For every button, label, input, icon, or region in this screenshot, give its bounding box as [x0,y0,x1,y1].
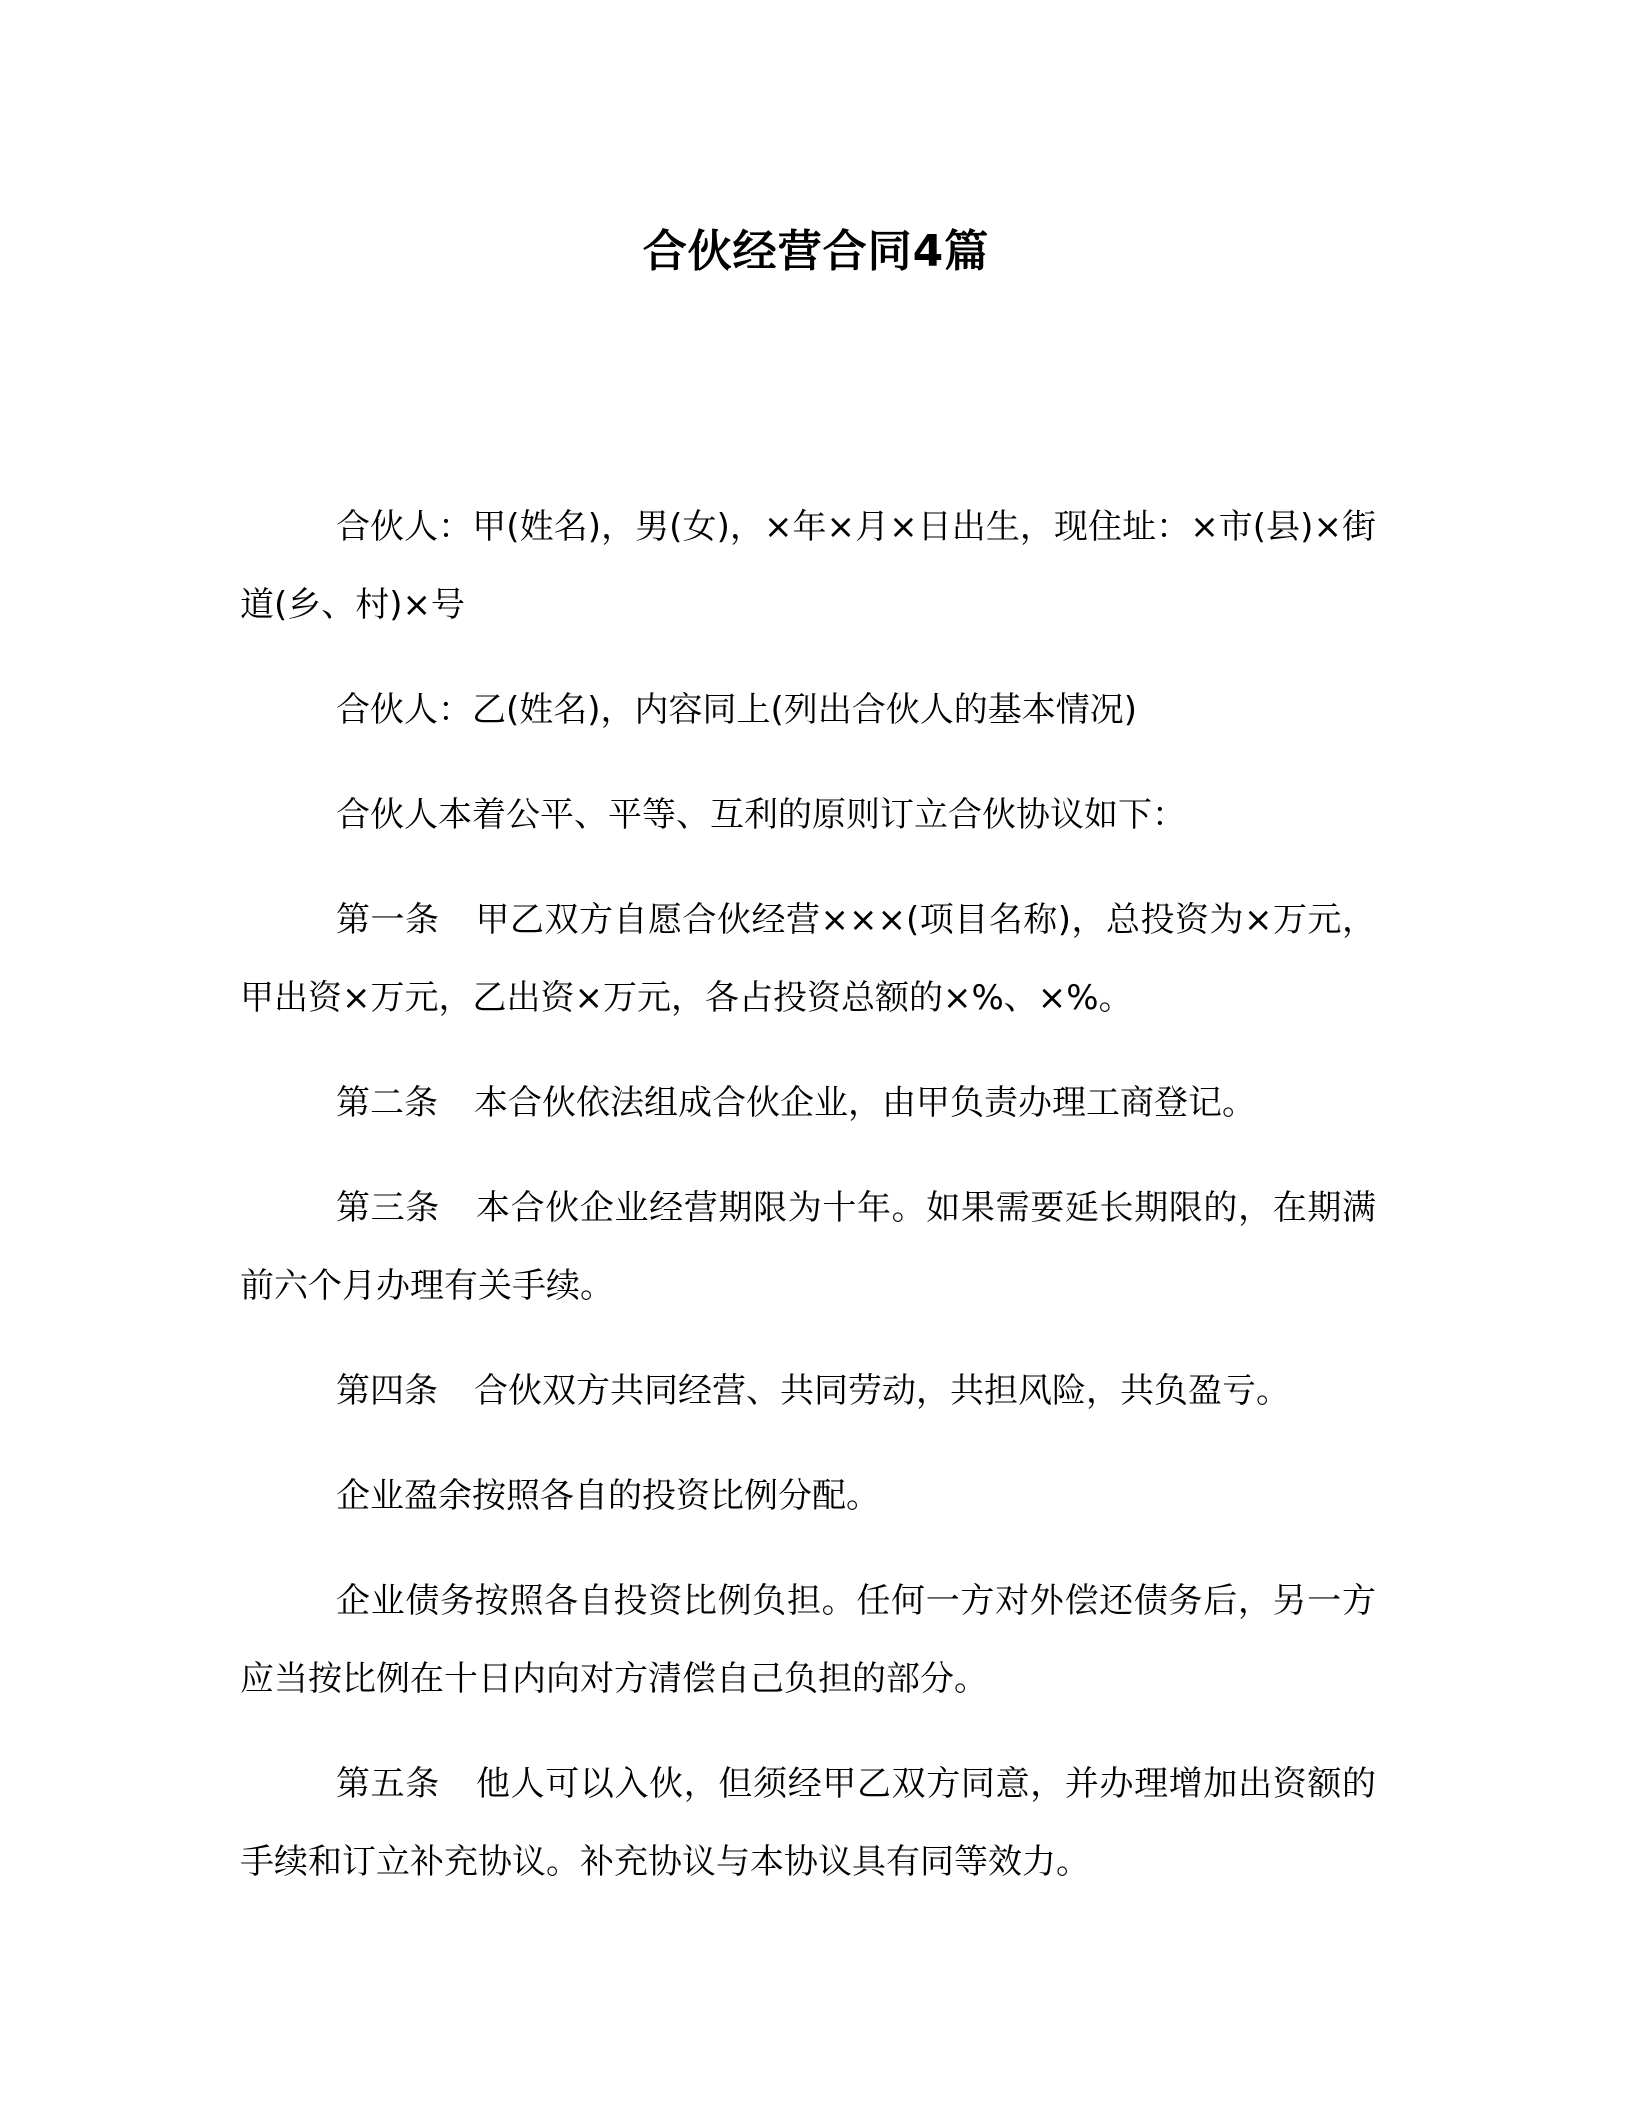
paragraph-article-4 [240,1352,1376,1430]
paragraph-debt-sharing [240,1562,1376,1718]
paragraph-text: 合伙人：甲(姓名)，男(女)，×年×月×日出生，现住址：×市(县)×街道(乡、村)×号 [240,507,1376,625]
paragraph-text: 企业债务按照各自投资比例负担。任何一方对外偿还债务后，另一方应当按比例在十日内向对方清偿自己负担的部分。 [240,1581,1376,1699]
paragraph-article-2 [240,1064,1376,1142]
paragraph-partner-b [240,671,1376,749]
paragraph-text: 他人可以入伙，但须经甲乙双方同意，并办理增加出资额的手续和订立补充协议。补充协议与本协议具有同等效力。 [240,1764,1377,1882]
paragraph-article-1 [240,881,1376,1037]
paragraph-text: 本合伙依法组成合伙企业，由甲负责办理工商登记。 [474,1083,1256,1123]
article-number: 第三条 [336,1188,440,1228]
paragraph-text: 甲乙双方自愿合伙经营×××(项目名称)，总投资为×万元，甲出资×万元，乙出资×万元，各占投资总额的×%、×%。 [240,900,1377,1018]
paragraph-text: 合伙人：乙(姓名)，内容同上(列出合伙人的基本情况) [336,690,1138,730]
paragraph-article-5 [240,1745,1376,1901]
paragraph-text: 合伙双方共同经营、共同劳动，共担风险，共负盈亏。 [474,1371,1290,1411]
paragraph-text: 合伙人本着公平、平等、互利的原则订立合伙协议如下： [336,795,1186,835]
paragraph-partner-a [240,488,1376,644]
article-number: 第四条 [336,1371,438,1411]
paragraph-text: 本合伙企业经营期限为十年。如果需要延长期限的，在期满前六个月办理有关手续。 [240,1188,1377,1306]
article-number: 第一条 [336,900,440,940]
document-title: 合伙经营合同4篇 [642,226,990,277]
article-number: 第五条 [336,1764,440,1804]
paragraph-text: 企业盈余按照各自的投资比例分配。 [336,1476,880,1516]
paragraph-article-3 [240,1169,1376,1325]
paragraph-preamble [240,776,1376,854]
document-body [240,488,1376,1928]
article-number: 第二条 [336,1083,438,1123]
paragraph-profit-sharing [240,1457,1376,1535]
